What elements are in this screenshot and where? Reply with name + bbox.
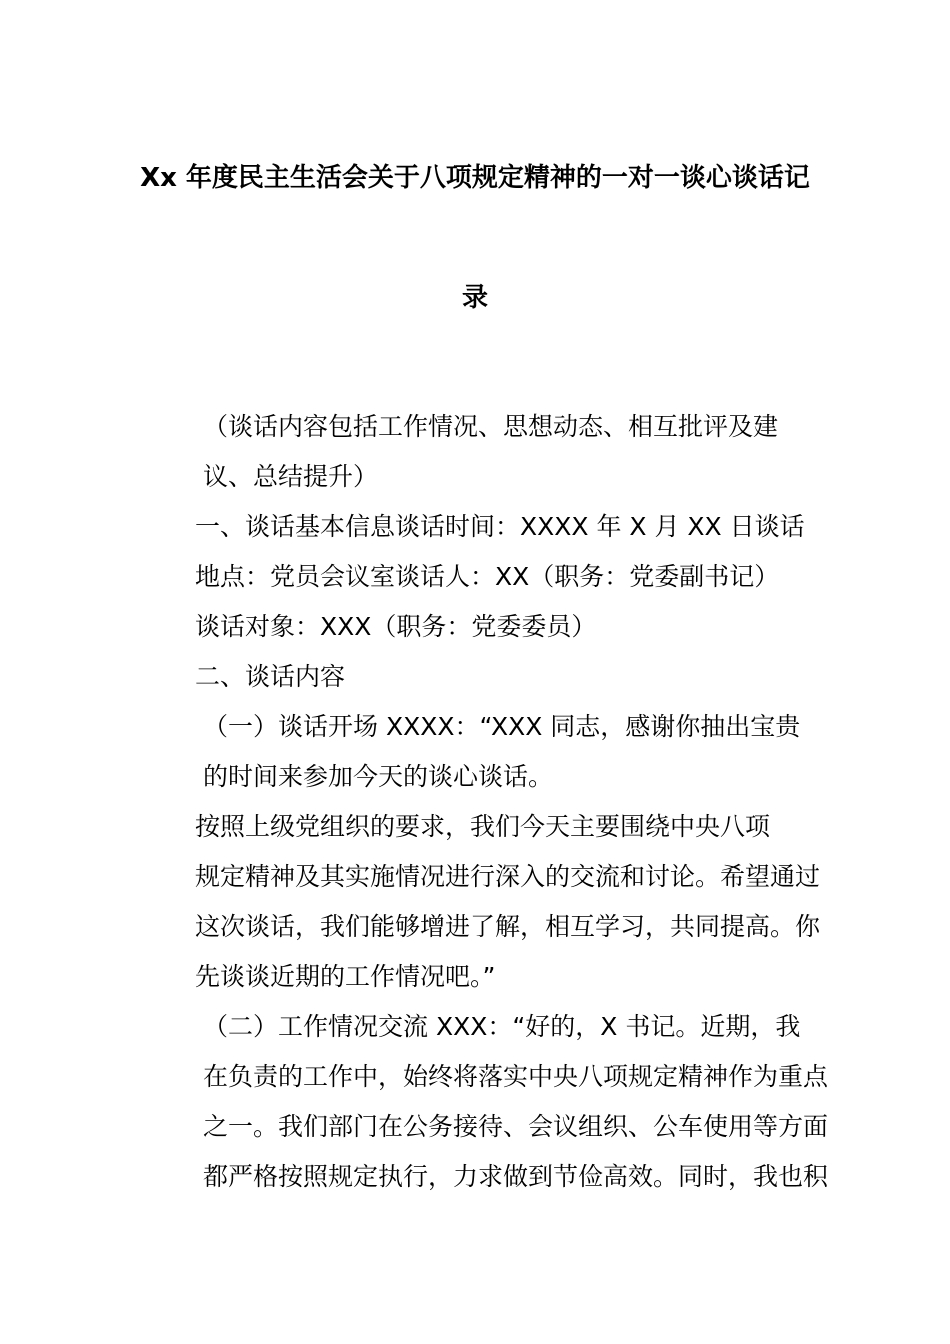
- text-line: 议、总结提升）: [203, 462, 379, 491]
- text-line: 按照上级党组织的要求，我们今天主要围绕中央八项: [195, 812, 771, 841]
- paragraph-interviewee: [145, 602, 805, 652]
- text-line: 都严格按照规定执行，力求做到节俭高效。同时，我也积: [203, 1162, 829, 1191]
- text-line: 谈话对象：XXX（职务：党委委员）: [195, 612, 597, 641]
- paragraph-scope-note: [145, 402, 805, 502]
- section-heading-content: [145, 652, 805, 702]
- document-title-line-2: 录: [461, 283, 488, 313]
- document-title-line-1: Xx 年度民主生活会关于八项规定精神的一对一谈心谈话记: [140, 163, 810, 193]
- text-line: 这次谈话，我们能够增进了解，相互学习，共同提高。你: [195, 912, 821, 941]
- text-line: 之一。我们部门在公务接待、会议组织、公车使用等方面: [203, 1112, 829, 1141]
- paragraph-basic-info: [145, 502, 805, 602]
- text-line: 二、谈话内容: [195, 662, 346, 691]
- text-line: 一、谈话基本信息谈话时间：XXXX 年 X 月 XX 日谈话: [195, 512, 805, 541]
- paragraph-work-exchange: [145, 1002, 829, 1202]
- text-line: 先谈谈近期的工作情况吧。”: [195, 962, 496, 991]
- text-line: 在负责的工作中，始终将落实中央八项规定精神作为重点: [203, 1062, 829, 1091]
- text-line: 规定精神及其实施情况进行深入的交流和讨论。希望通过: [195, 862, 821, 891]
- text-line: （一）谈话开场 XXXX：“XXX 同志，感谢你抽出宝贵: [203, 712, 801, 741]
- text-line: 的时间来参加今天的谈心谈话。: [203, 762, 554, 791]
- text-line: 地点：党员会议室谈话人：XX（职务：党委副书记）: [195, 562, 780, 591]
- paragraph-requirements: [145, 802, 821, 1002]
- text-line: （谈话内容包括工作情况、思想动态、相互批评及建: [203, 412, 779, 441]
- paragraph-opening: [145, 702, 805, 802]
- text-line: （二）工作情况交流 XXX：“好的，X 书记。近期，我: [203, 1012, 801, 1041]
- document-body: [145, 402, 829, 1202]
